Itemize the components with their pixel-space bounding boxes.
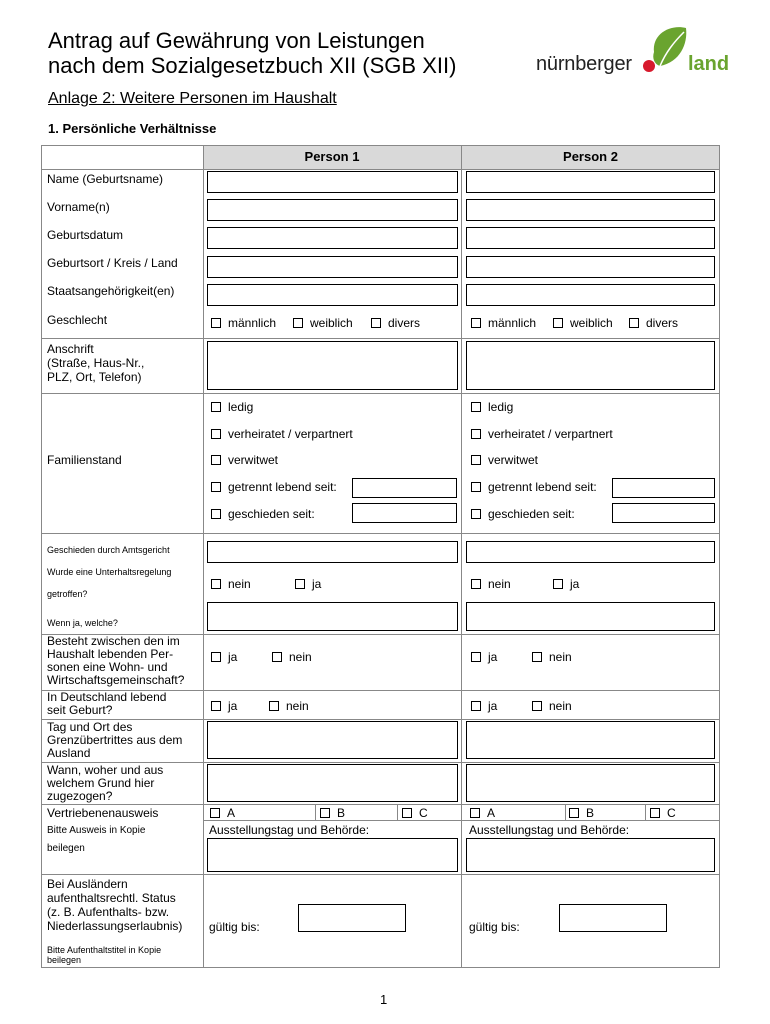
input-grenzuebertritt-p2[interactable] bbox=[466, 721, 715, 759]
label-vertriebenenausweis: Vertriebenenausweis bbox=[47, 806, 159, 820]
input-name-p1[interactable] bbox=[207, 171, 458, 193]
checkbox-ausweis-a-p2[interactable]: A bbox=[470, 806, 495, 820]
title-line-2: nach dem Sozialgesetzbuch XII (SGB XII) bbox=[48, 53, 457, 78]
label-name: Name (Geburtsname) bbox=[47, 172, 164, 186]
input-geburtsdatum-p1[interactable] bbox=[207, 227, 458, 249]
checkbox-geburt-ja-p2[interactable]: ja bbox=[471, 699, 497, 713]
checkbox-verwitwet-p1[interactable]: verwitwet bbox=[211, 453, 278, 467]
checkbox-ledig-p1[interactable]: ledig bbox=[211, 400, 253, 414]
label-geschieden-gericht: Geschieden durch Amtsgericht bbox=[47, 545, 170, 555]
input-staat-p1[interactable] bbox=[207, 284, 458, 306]
column-person-2: Person 2 bbox=[563, 149, 618, 164]
input-vorname-p1[interactable] bbox=[207, 199, 458, 221]
checkbox-wg-ja-p1[interactable]: ja bbox=[211, 650, 237, 664]
input-ausstellung-p2[interactable] bbox=[466, 838, 715, 872]
input-unterhalt-welche-p2[interactable] bbox=[466, 602, 715, 631]
input-geburtsort-p2[interactable] bbox=[466, 256, 715, 278]
input-zugezogen-p2[interactable] bbox=[466, 764, 715, 802]
checkbox-weiblich-p2[interactable]: weiblich bbox=[553, 316, 613, 330]
column-person-1: Person 1 bbox=[304, 149, 360, 164]
label-zugezogen: Wann, woher und aus welchem Grund hier zugezogen? bbox=[47, 763, 164, 803]
input-geschieden-seit-p1[interactable] bbox=[352, 503, 457, 523]
checkbox-geburt-nein-p2[interactable]: nein bbox=[532, 699, 572, 713]
label-familienstand: Familienstand bbox=[47, 453, 122, 467]
input-geburtsort-p1[interactable] bbox=[207, 256, 458, 278]
checkbox-unterhalt-nein-p1[interactable]: nein bbox=[211, 577, 251, 591]
logo-land-text: land bbox=[688, 53, 730, 75]
label-anschrift: Anschrift (Straße, Haus-Nr., PLZ, Ort, Telefon) bbox=[47, 342, 145, 384]
label-ausweis-kopie: Bitte Ausweis in Kopie beilegen bbox=[47, 825, 146, 854]
input-amtsgericht-p2[interactable] bbox=[466, 541, 715, 563]
input-name-p2[interactable] bbox=[466, 171, 715, 193]
input-geschieden-seit-p2[interactable] bbox=[612, 503, 715, 523]
input-anschrift-p1[interactable] bbox=[207, 341, 458, 390]
checkbox-divers-p2[interactable]: divers bbox=[629, 316, 678, 330]
label-aufenthaltstitel-kopie: Bitte Aufenthaltstitel in Kopie beilegen bbox=[47, 945, 162, 965]
checkbox-unterhalt-ja-p1[interactable]: ja bbox=[295, 577, 321, 591]
label-staatsangehoerigkeit: Staatsangehörigkeit(en) bbox=[47, 284, 175, 298]
checkbox-maennlich-p2[interactable]: männlich bbox=[471, 316, 536, 330]
input-geburtsdatum-p2[interactable] bbox=[466, 227, 715, 249]
checkbox-unterhalt-ja-p2[interactable]: ja bbox=[553, 577, 579, 591]
label-gueltig-p1: gültig bis: bbox=[209, 920, 260, 934]
input-anschrift-p2[interactable] bbox=[466, 341, 715, 390]
input-ausstellung-p1[interactable] bbox=[207, 838, 458, 872]
checkbox-ausweis-b-p2[interactable]: B bbox=[569, 806, 594, 820]
label-geburt-deutschland: In Deutschland lebend seit Geburt? bbox=[47, 690, 167, 717]
checkbox-weiblich-p1[interactable]: weiblich bbox=[293, 316, 353, 330]
label-wohngemeinschaft: Besteht zwischen den im Haushalt lebenden Per- sonen eine Wohn- und Wirtschaftsgemeinschaft? bbox=[47, 634, 185, 687]
checkbox-ausweis-a-p1[interactable]: A bbox=[210, 806, 235, 820]
checkbox-wg-nein-p1[interactable]: nein bbox=[272, 650, 312, 664]
checkbox-divers-p1[interactable]: divers bbox=[371, 316, 420, 330]
section-heading: 1. Persönliche Verhältnisse bbox=[48, 121, 217, 136]
checkbox-geschieden-p1[interactable]: geschieden seit: bbox=[211, 507, 315, 521]
checkbox-ledig-p2[interactable]: ledig bbox=[471, 400, 513, 414]
input-staat-p2[interactable] bbox=[466, 284, 715, 306]
input-gueltig-p1[interactable] bbox=[298, 904, 406, 932]
input-grenzuebertritt-p1[interactable] bbox=[207, 721, 458, 759]
checkbox-wg-nein-p2[interactable]: nein bbox=[532, 650, 572, 664]
input-vorname-p2[interactable] bbox=[466, 199, 715, 221]
subtitle: Anlage 2: Weitere Personen im Haushalt bbox=[48, 90, 337, 107]
label-vorname: Vorname(n) bbox=[47, 200, 110, 214]
checkbox-maennlich-p1[interactable]: männlich bbox=[211, 316, 276, 330]
input-unterhalt-welche-p1[interactable] bbox=[207, 602, 458, 631]
label-gueltig-p2: gültig bis: bbox=[469, 920, 520, 934]
label-ausstellung-p2: Ausstellungstag und Behörde: bbox=[469, 823, 630, 837]
checkbox-unterhalt-nein-p2[interactable]: nein bbox=[471, 577, 511, 591]
checkbox-verheiratet-p1[interactable]: verheiratet / verpartnert bbox=[211, 427, 353, 441]
input-getrennt-seit-p2[interactable] bbox=[612, 478, 715, 498]
label-wenn-ja: Wenn ja, welche? bbox=[47, 618, 118, 628]
checkbox-wg-ja-p2[interactable]: ja bbox=[471, 650, 497, 664]
label-grenzuebertritt: Tag und Ort des Grenzübertrittes aus dem Ausland bbox=[47, 720, 183, 760]
input-getrennt-seit-p1[interactable] bbox=[352, 478, 457, 498]
checkbox-getrennt-p2[interactable]: getrennt lebend seit: bbox=[471, 480, 597, 494]
checkbox-getrennt-p1[interactable]: getrennt lebend seit: bbox=[211, 480, 337, 494]
input-zugezogen-p1[interactable] bbox=[207, 764, 458, 802]
checkbox-ausweis-c-p2[interactable]: C bbox=[650, 806, 676, 820]
form-title bbox=[48, 28, 456, 78]
label-geburtsort: Geburtsort / Kreis / Land bbox=[47, 256, 178, 270]
checkbox-geburt-ja-p1[interactable]: ja bbox=[211, 699, 237, 713]
page-number: 1 bbox=[380, 992, 388, 1007]
label-geburtsdatum: Geburtsdatum bbox=[47, 228, 124, 242]
checkbox-verheiratet-p2[interactable]: verheiratet / verpartnert bbox=[471, 427, 613, 441]
checkbox-verwitwet-p2[interactable]: verwitwet bbox=[471, 453, 538, 467]
label-auslaender-status: Bei Ausländern aufenthaltsrechtl. Status (z. B. Aufenthalts- bzw. Niederlassungserlaubnis) bbox=[47, 877, 183, 933]
checkbox-geburt-nein-p1[interactable]: nein bbox=[269, 699, 309, 713]
checkbox-ausweis-c-p1[interactable]: C bbox=[402, 806, 428, 820]
label-unterhaltsregelung: Wurde eine Unterhaltsregelung getroffen? bbox=[47, 567, 172, 599]
logo-text: nürnberger bbox=[536, 53, 632, 75]
checkbox-geschieden-p2[interactable]: geschieden seit: bbox=[471, 507, 575, 521]
label-ausstellung-p1: Ausstellungstag und Behörde: bbox=[209, 823, 370, 837]
input-amtsgericht-p1[interactable] bbox=[207, 541, 458, 563]
input-gueltig-p2[interactable] bbox=[559, 904, 667, 932]
title-line-1: Antrag auf Gewährung von Leistungen bbox=[48, 28, 425, 53]
logo-leaf-icon bbox=[640, 22, 690, 74]
checkbox-ausweis-b-p1[interactable]: B bbox=[320, 806, 345, 820]
label-geschlecht: Geschlecht bbox=[47, 313, 108, 327]
